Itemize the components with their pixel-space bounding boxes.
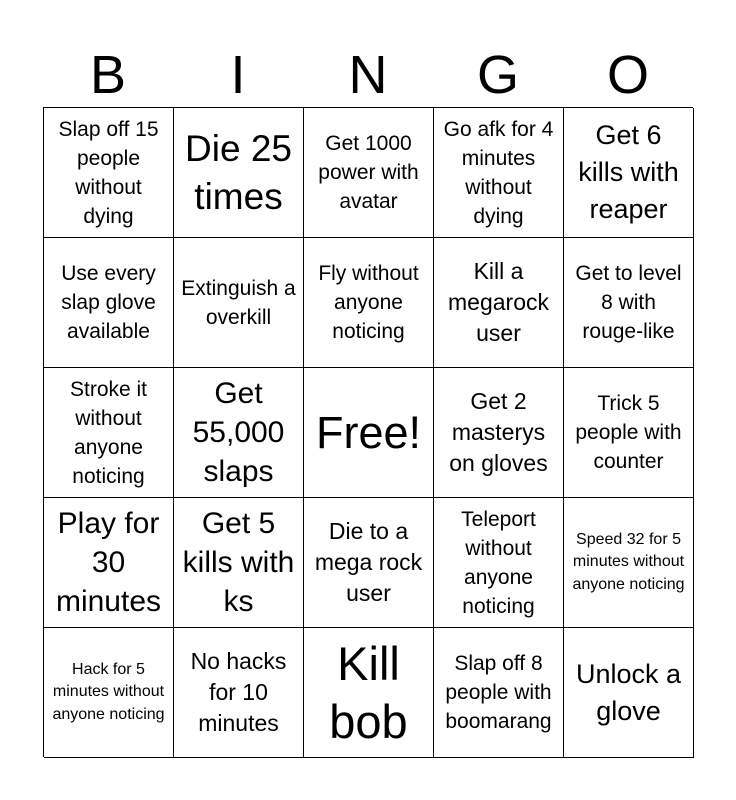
cell-text: Extinguish a overkill [181, 276, 296, 329]
header-letter-i: I [230, 45, 246, 105]
header-letter-n: N [348, 45, 388, 105]
bingo-cell[interactable] [174, 108, 304, 238]
bingo-cell[interactable] [564, 108, 694, 238]
bingo-header [43, 44, 693, 106]
bingo-cell[interactable] [304, 108, 434, 238]
bingo-cell[interactable] [174, 498, 304, 628]
bingo-cell[interactable] [434, 368, 564, 498]
cell-text: Get 1000 power with avatar [318, 132, 419, 213]
cell-text: Get 2 masterys on gloves [449, 388, 548, 476]
cell-text: Unlock a glove [575, 658, 682, 726]
cell-text: Get to level 8 with rouge-like [575, 262, 682, 343]
cell-text: Free! [315, 406, 422, 458]
header-letter-g: G [476, 45, 519, 105]
header-letter-o: O [606, 45, 649, 105]
cell-text: Die to a mega rock user [314, 518, 423, 606]
cell-text: Get 5 kills with ks [182, 507, 295, 618]
cell-text: Teleport without anyone noticing [461, 507, 536, 618]
bingo-cell[interactable] [174, 238, 304, 368]
cell-text: Stroke it without anyone noticing [69, 377, 148, 488]
cell-text: Use every slap glove available [61, 262, 156, 343]
cell-text: Speed 32 for 5 minutes without anyone noticing [572, 530, 685, 593]
bingo-board [43, 107, 693, 757]
cell-text: Get 6 kills with reaper [578, 120, 679, 224]
bingo-cell[interactable] [44, 628, 174, 758]
bingo-cell[interactable] [564, 628, 694, 758]
cell-text: Slap off 15 people without dying [58, 117, 159, 228]
bingo-cell[interactable] [304, 238, 434, 368]
bingo-cell[interactable] [44, 238, 174, 368]
bingo-cell[interactable] [564, 368, 694, 498]
bingo-cell[interactable] [434, 628, 564, 758]
bingo-cell[interactable] [174, 368, 304, 498]
cell-text: Trick 5 people with counter [575, 392, 682, 473]
cell-text: No hacks for 10 minutes [190, 648, 287, 736]
bingo-cell[interactable] [44, 368, 174, 498]
bingo-cell-free[interactable] [304, 368, 434, 498]
bingo-cell[interactable] [434, 498, 564, 628]
bingo-cell[interactable] [564, 498, 694, 628]
bingo-cell[interactable] [304, 498, 434, 628]
bingo-cell[interactable] [174, 628, 304, 758]
bingo-cell[interactable] [434, 108, 564, 238]
cell-text: Play for 30 minutes [55, 507, 162, 618]
cell-text: Kill a megarock user [448, 258, 549, 346]
header-letter-b: B [89, 45, 127, 105]
bingo-cell[interactable] [44, 498, 174, 628]
cell-text: Kill bob [329, 636, 408, 748]
bingo-cell[interactable] [44, 108, 174, 238]
bingo-cell[interactable] [304, 628, 434, 758]
cell-text: Fly without anyone noticing [318, 262, 419, 343]
cell-text: Get 55,000 slaps [192, 377, 285, 488]
cell-text: Hack for 5 minutes without anyone noticing [52, 660, 165, 723]
cell-text: Slap off 8 people with boomarang [445, 652, 552, 733]
cell-text: Die 25 times [185, 127, 292, 217]
bingo-cell[interactable] [434, 238, 564, 368]
bingo-cell[interactable] [564, 238, 694, 368]
cell-text: Go afk for 4 minutes without dying [443, 117, 554, 228]
